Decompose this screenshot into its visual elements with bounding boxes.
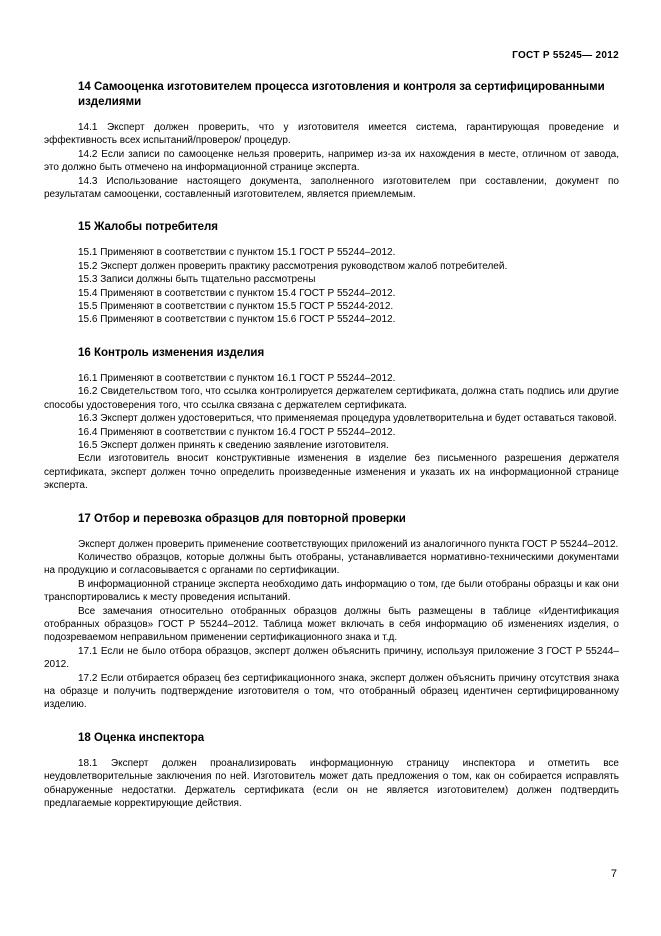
doc-content bbox=[44, 80, 619, 810]
paragraph: 16.5 Эксперт должен принять к сведению заявление изготовителя. bbox=[78, 439, 389, 451]
doc-code: ГОСТ Р 55245— 2012 bbox=[512, 50, 619, 61]
section-heading: 14 Самооценка изготовителем процесса изготовления и контроля за сертифицированными изделиями bbox=[78, 81, 605, 108]
paragraph: 15.4 Применяют в соответствии с пунктом 15.4 ГОСТ Р 55244–2012. bbox=[78, 287, 396, 299]
doc-header bbox=[44, 50, 619, 61]
paragraph: Количество образцов, которые должны быть отобраны, устанавливается нормативно-техническими документами на продукцию и согласовывается с органами по сертификации. bbox=[44, 551, 619, 577]
section-heading: 15 Жалобы потребителя bbox=[78, 221, 219, 234]
paragraph: 14.2 Если записи по самооценке нельзя проверить, например из-за их нахождения в месте, отличном от завода, это должно быть отмечено на информационной странице эксперта. bbox=[44, 148, 619, 174]
paragraph: 18.1 Эксперт должен проанализировать информационную страницу инспектора и отметить все неудовлетворительные заключения по ней. Изготовитель может дать предложения о том, как он собирается исправлять обнаруженные недостатки. Держатель сертификата (если он не является изготовителем) должен подтвердить предлагаемые корректирующие действия. bbox=[44, 757, 619, 810]
section-heading: 16 Контроль изменения изделия bbox=[78, 346, 265, 359]
paragraph: 17.2 Если отбирается образец без сертификационного знака, эксперт должен объяснить причину отсутствия знака на образце и получить подтверждение изготовителя о том, что отобранный образец идентичен сертифицированному изделию. bbox=[44, 672, 619, 711]
paragraph: 16.4 Применяют в соответствии с пунктом 16.4 ГОСТ Р 55244–2012. bbox=[78, 426, 396, 438]
paragraph: 16.1 Применяют в соответствии с пунктом 16.1 ГОСТ Р 55244–2012. bbox=[78, 372, 396, 384]
paragraph: 14.3 Использование настоящего документа, заполненного изготовителем при составлении, документ по результатам самооценки, составленный изготовителем, является приемлемым. bbox=[44, 175, 619, 201]
paragraph: Эксперт должен проверить применение соответствующих приложений из аналогичного пункта ГОСТ Р 55244–2012. bbox=[78, 538, 619, 550]
paragraph: В информационной странице эксперта необходимо дать информацию о том, где были отобраны образцы и как они транспортировались к месту проведения испытаний. bbox=[44, 578, 619, 604]
paragraph: 16.3 Эксперт должен удостовериться, что применяемая процедура удовлетворительна и будет оставаться таковой. bbox=[78, 413, 617, 425]
paragraph: 15.1 Применяют в соответствии с пунктом 15.1 ГОСТ Р 55244–2012. bbox=[78, 247, 396, 259]
paragraph: Если изготовитель вносит конструктивные изменения в изделие без письменного разрешения держателя сертификата, эксперт должен точно определить произведенные изменения и указать их на информационной странице эксперта. bbox=[44, 453, 619, 492]
page-number: 7 bbox=[610, 868, 617, 880]
paragraph: Все замечания относительно отобранных образцов должны быть размещены в таблице «Идентификация отобранных образцов» ГОСТ Р 55244–2012. Таблица может включать в себя информацию об изменениях изделия, о подозреваемом неправильном применении сертификационного знака и т.д. bbox=[44, 605, 619, 644]
paragraph: 16.2 Свидетельством того, что ссылка контролируется держателем сертификата, должна стать подпись или другие способы удостоверения того, что ссылка связана с держателем сертификата. bbox=[44, 386, 619, 411]
section-heading: 17 Отбор и перевозка образцов для повторной проверки bbox=[78, 512, 406, 525]
paragraph: 14.1 Эксперт должен проверить, что у изготовителя имеется система, гарантирующая проведение и эффективность всех испытаний/проверок/ процедур. bbox=[44, 122, 619, 147]
paragraph: 15.3 Записи должны быть тщательно рассмотрены bbox=[78, 274, 316, 286]
paragraph: 15.6 Применяют в соответствии с пунктом 15.6 ГОСТ Р 55244–2012. bbox=[78, 314, 396, 326]
paragraph: 17.1 Если не было отбора образцов, эксперт должен объяснить причину, используя приложение 3 ГОСТ Р 55244–2012. bbox=[44, 645, 619, 671]
paragraph: 15.5 Применяют в соответствии с пунктом 15.5 ГОСТ Р 55244-2012. bbox=[78, 301, 394, 313]
section-heading: 18 Оценка инспектора bbox=[78, 731, 205, 744]
paragraph: 15.2 Эксперт должен проверить практику рассмотрения руководством жалоб потребителей. bbox=[78, 260, 508, 272]
